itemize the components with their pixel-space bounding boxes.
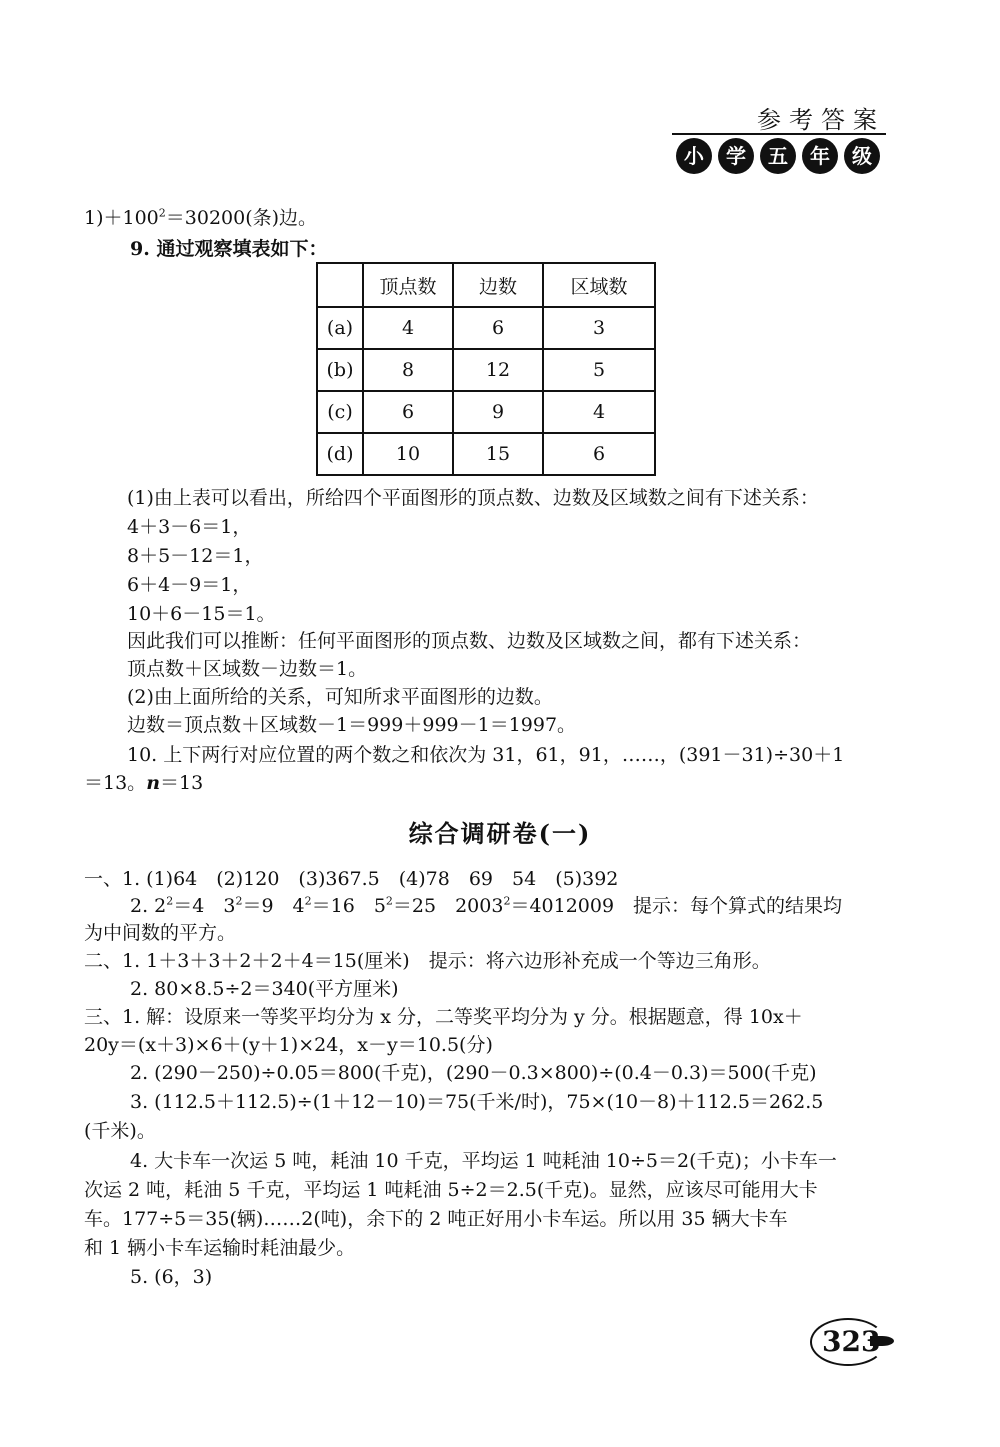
answer-3-4-cont: 和 1 辆小卡车运输时耗油最少。 <box>84 1237 356 1259</box>
answer-3-1: 三、1. 解：设原来一等奖平均分为 x 分，二等奖平均分为 y 分。根据题意，得 10x＋ <box>84 1006 803 1028</box>
answer-3-4: 4. 大卡车一次运 5 吨，耗油 10 千克，平均运 1 吨耗油 10÷5＝2(千克)；小卡车一 <box>130 1150 837 1172</box>
table-row <box>317 307 655 349</box>
table-header-row <box>317 263 655 307</box>
question-10-cont: ＝13。n＝13 <box>84 772 204 794</box>
equation: 4＋3－6＝1， <box>127 516 252 538</box>
table-row <box>317 433 655 475</box>
table-cell: 9 <box>453 391 543 433</box>
table-cell: 6 <box>453 307 543 349</box>
table-cell: 10 <box>363 433 453 475</box>
equation: 6＋4－9＝1， <box>127 574 252 596</box>
section-title: 综合调研卷(一) <box>408 819 592 848</box>
table-cell: 3 <box>543 307 655 349</box>
grade-badge-5: 级 <box>844 138 880 174</box>
table-header-cell: 顶点数 <box>363 263 453 307</box>
table-row <box>317 349 655 391</box>
answer-3-1-cont: 20y＝(x＋3)×6＋(y＋1)×24，x－y＝10.5(分) <box>84 1034 493 1056</box>
answer-1-2: 2. $2^2=4$ $3^2=9$ $4^2=16$ $5^2=25$ $2003^2=4012009$ 提示：每个算式的结果均 <box>130 894 843 917</box>
answer-3-3-cont: (千米)。 <box>84 1120 156 1142</box>
grade-badge-3: 五 <box>760 138 796 174</box>
table-cell: (a) <box>317 307 363 349</box>
text-line-edges: $1)+100^2=30200$(条)边。 <box>84 206 318 229</box>
answer-3-4-cont: 次运 2 吨，耗油 5 千克，平均运 1 吨耗油 5÷2＝2.5(千克)。显然，应该尽可能用大卡 <box>84 1179 818 1201</box>
equation: 8＋5－12＝1， <box>127 545 264 567</box>
answer-3-5: 5. (6，3) <box>130 1266 213 1288</box>
question-9: 9. 通过观察填表如下： <box>130 238 328 260</box>
answer-1-2-cont: 为中间数的平方。 <box>84 922 237 944</box>
paragraph: 因此我们可以推断：任何平面图形的顶点数、边数及区域数之间，都有下述关系： <box>127 630 812 652</box>
table-header-cell <box>317 263 363 307</box>
table-row <box>317 391 655 433</box>
header-grade-badges <box>676 138 880 174</box>
table-cell: (b) <box>317 349 363 391</box>
header-rule <box>672 133 886 135</box>
table-cell: 4 <box>543 391 655 433</box>
table-cell: (c) <box>317 391 363 433</box>
table-cell: 12 <box>453 349 543 391</box>
paragraph: (1)由上表可以看出，所给四个平面图形的顶点数、边数及区域数之间有下述关系： <box>127 487 819 509</box>
table-cell: 15 <box>453 433 543 475</box>
table-header-cell: 区域数 <box>543 263 655 307</box>
table-header-cell: 边数 <box>453 263 543 307</box>
table-cell: 6 <box>363 391 453 433</box>
paragraph: 顶点数＋区域数－边数＝1。 <box>127 658 368 680</box>
grade-badge-1: 小 <box>676 138 712 174</box>
paragraph: 边数＝顶点数＋区域数－1＝999＋999－1＝1997。 <box>127 714 577 736</box>
header-title: 参考答案 <box>757 106 885 134</box>
grade-badge-2: 学 <box>718 138 754 174</box>
table-cell: 4 <box>363 307 453 349</box>
answer-3-4-cont: 车。177÷5＝35(辆)……2(吨)，余下的 2 吨正好用小卡车运。所以用 35 辆大卡车 <box>84 1208 788 1230</box>
question-10: 10. 上下两行对应位置的两个数之和依次为 31，61，91，……，(391－31)÷30＋1 <box>127 744 845 766</box>
answer-2-2: 2. 80×8.5÷2＝340(平方厘米) <box>130 978 399 1000</box>
equation: 10＋6－15＝1。 <box>127 603 276 625</box>
page-number: 323 <box>822 1325 881 1358</box>
observation-table <box>316 262 656 476</box>
answer-1-1: 一、1. (1)64 (2)120 (3)367.5 (4)78 69 54 (5)392 <box>84 868 619 890</box>
table-cell: 6 <box>543 433 655 475</box>
answer-2-1: 二、1. 1＋3＋3＋2＋2＋4＝15(厘米) 提示：将六边形补充成一个等边三角形。 <box>84 950 771 972</box>
table-cell: 8 <box>363 349 453 391</box>
table-cell: (d) <box>317 433 363 475</box>
page-number-badge <box>810 1318 890 1364</box>
answer-3-3: 3. (112.5＋112.5)÷(1＋12－10)＝75(千米/时)，75×(10－8)＋112.5＝262.5 <box>130 1091 824 1113</box>
answer-3-2: 2. (290－250)÷0.05＝800(千克)，(290－0.3×800)÷(0.4－0.3)＝500(千克) <box>130 1062 817 1084</box>
table-cell: 5 <box>543 349 655 391</box>
grade-badge-4: 年 <box>802 138 838 174</box>
paragraph: (2)由上面所给的关系，可知所求平面图形的边数。 <box>127 686 553 708</box>
